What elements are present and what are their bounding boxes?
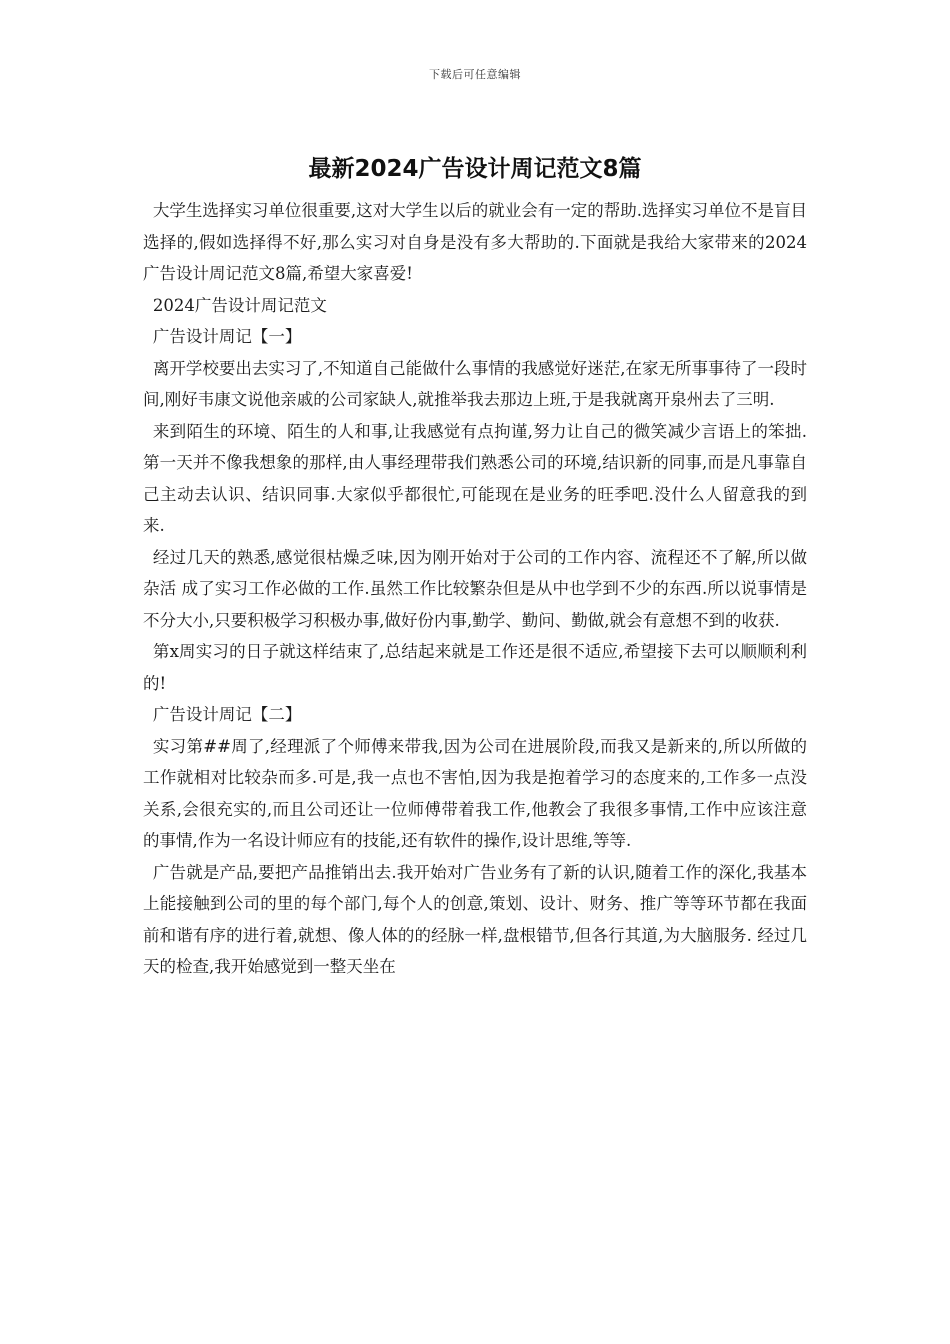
subsection-heading-1: 广告设计周记【一】 — [152, 327, 302, 346]
paragraph: 第x周实习的日子就这样结束了,总结起来就是工作还是很不适应,希望接下去可以顺顺利利的! — [143, 642, 807, 693]
paragraph: 实习第##周了,经理派了个师傅来带我,因为公司在进展阶段,而我又是新来的,所以所做的工作就相对比较杂而多.可是,我一点也不害怕,因为我是抱着学习的态度来的,工作多一点没关系,会很充实的,而且公司还让一位师傅带着我工作,他教会了我很多事情,工作中应该注意的事情,作为一名设计师应有的技能,还有软件的操作,设计思维,等等. — [143, 736, 807, 850]
intro-paragraph: 大学生选择实习单位很重要,这对大学生以后的就业会有一定的帮助.选择实习单位不是盲目选择的,假如选择得不好,那么实习对自身是没有多大帮助的.下面就是我给大家带来的2024广告设计周记范文8篇,希望大家喜爱! — [143, 201, 807, 283]
paragraph: 离开学校要出去实习了,不知道自己能做什么事情的我感觉好迷茫,在家无所事事待了一段时间,刚好韦康文说他亲戚的公司家缺人,就推举我去那边上班,于是我就离开泉州去了三明. — [143, 358, 807, 409]
paragraph: 经过几天的熟悉,感觉很枯燥乏味,因为刚开始对于公司的工作内容、流程还不了解,所以做 杂活 成了实习工作必做的工作.虽然工作比较繁杂但是从中也学到不少的东西.所以说事情是不分大小,只要积极学习积极办事,做好份内事,勤学、勤问、勤做,就会有意想不到的收获. — [143, 547, 807, 630]
header-note: 下载后可任意编辑 — [429, 68, 521, 81]
document-body — [143, 195, 807, 983]
paragraph: 来到陌生的环境、陌生的人和事,让我感觉有点拘谨,努力让自己的微笑减少言语上的笨拙.第一天并不像我想象的那样,由人事经理带我们熟悉公司的环境,结识新的同事,而是凡事靠自己主动去认识、结识同事.大家似乎都很忙,可能现在是业务的旺季吧.没什么人留意我的到来. — [143, 421, 807, 535]
paragraph: 广告就是产品,要把产品推销出去.我开始对广告业务有了新的认识,随着工作的深化,我基本上能接触到公司的里的每个部门,每个人的创意,策划、设计、财务、推广等等环节都在我面前和谐有序的进行着,就想、像人体的的经脉一样,盘根错节,但各行其道,为大脑服务. 经过几天的检查,我开始感觉到一整天坐在 — [143, 862, 807, 976]
section-heading: 2024广告设计周记范文 — [152, 295, 327, 315]
subsection-heading-2: 广告设计周记【二】 — [152, 705, 302, 724]
document-title: 最新2024广告设计周记范文8篇 — [308, 156, 642, 182]
